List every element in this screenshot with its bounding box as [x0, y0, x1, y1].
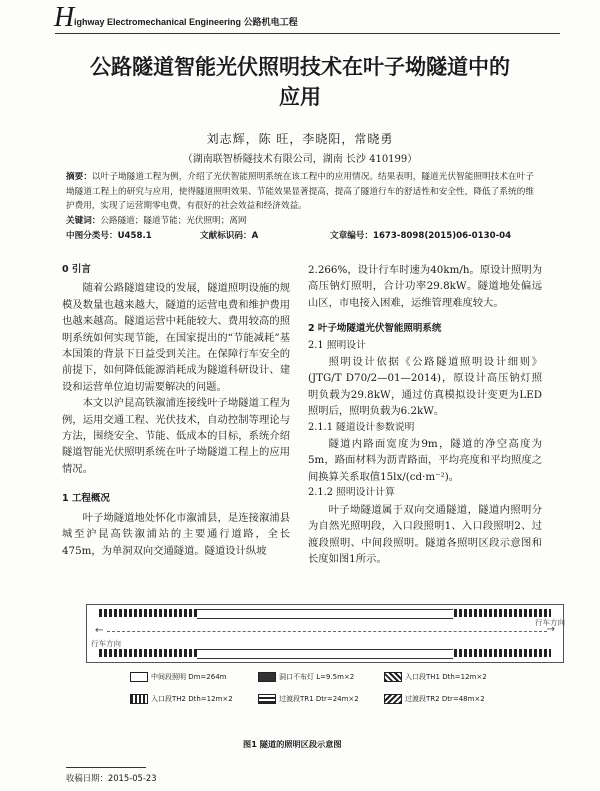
keywords-text: 公路隧道；隧道节能；光伏照明；离网 [100, 216, 247, 226]
paragraph: 照明设计依据《公路隧道照明设计细则》(JTG/T D70/2—01—2014)，原设计高压钠灯照明负载为29.8kW，通过仿真模拟设计变更为LED照明后，照明负载为6.2kW。 [308, 356, 542, 418]
legend-swatch [384, 672, 402, 682]
document-code: 文献标识码：A [200, 231, 259, 241]
legend-item: 过渡段TR2 Dtr=48m×2 [384, 694, 485, 704]
journal-name-cn: 公路机电工程 [243, 17, 298, 27]
right-column [308, 262, 542, 567]
journal-name-en: ighway Electromechanical Engineering [74, 17, 242, 27]
abstract-label: 摘要： [66, 172, 93, 182]
section-1-heading: 1 工程概况 [62, 493, 110, 505]
legend-swatch [258, 694, 276, 704]
legend-swatch [130, 672, 148, 682]
article-number: 文章编号：1673-8098(2015)06-0130-04 [330, 231, 512, 241]
direction-label-left: 行车方向 [91, 639, 121, 648]
paragraph: 本文以沪昆高铁溆浦连接线叶子坳隧道工程为例，运用交通工程、光伏技术，自动控制等理论与方法，围绕安全、节能、低成本的目标，系统介绍隧道智能光伏照明系统在叶子坳隧道工程上的应用情况。 [62, 397, 290, 475]
section-2-1-heading: 2.1 照明设计 [308, 339, 366, 351]
paragraph: 叶子坳隧道属于双向交通隧道，隧道内照明分为自然光照明段，入口段照明1、入口段照明2、过渡段照明、中间段照明。隧道各照明区段示意图和长度如图1所示。 [308, 503, 542, 565]
legend-item: 洞口不布灯 L=9.5m×2 [258, 672, 354, 682]
legend-swatch [258, 672, 276, 682]
center-line [107, 631, 547, 632]
paragraph: 隧道内路面宽度为9m，隧道的净空高度为5m，路面材料为沥青路面，平均亮度和平均照度之间换算关系取值15lx/(cd·m⁻²)。 [308, 438, 542, 483]
section-2-1-1-heading: 2.1.1 隧道设计参数说明 [308, 421, 415, 433]
paragraph: 叶子坳隧道地处怀化市溆浦县，是连接溆浦县城至沪昆高铁溆浦站的主要通行道路，全长475m，为单洞双向交通隧道。隧道设计纵坡 [62, 511, 290, 557]
arrow-right-icon: → [546, 624, 555, 635]
clc-number: 中图分类号：U458.1 [66, 231, 152, 241]
keywords-label: 关键词： [66, 216, 101, 226]
section-2-heading: 2 叶子坳隧道光伏智能照明系统 [308, 323, 442, 335]
legend-item: 中间段照明 Dm=264m [130, 672, 226, 682]
tunnel-zone-diagram [86, 604, 564, 663]
affiliation: （湖南联智桥隧技术有限公司，湖南 长沙 410199） [182, 154, 418, 165]
legend-swatch [384, 694, 402, 704]
arrow-left-icon: ← [95, 625, 104, 636]
abstract [66, 170, 534, 214]
journal-logo-letter: H [54, 2, 75, 33]
middle-zone-top [197, 609, 453, 619]
left-column [62, 262, 290, 559]
figure-caption: 图1 隧道的照明区段示意图 [243, 739, 342, 749]
legend-swatch [130, 694, 148, 704]
article-title [40, 52, 560, 112]
received-date: 收稿日期：2015-05-23 [66, 773, 157, 783]
legend-item: 入口段TH2 Dth=12m×2 [130, 694, 233, 704]
authors: 刘志辉，陈 旺，李晓阳，常晓勇 [206, 132, 394, 146]
paragraph: 2.266%，设计行车时速为40km/h。原设计照明为高压钠灯照明，合计功率29.8kW。隧道地处偏远山区，市电接入困难，运维管理难度较大。 [308, 264, 542, 309]
direction-label-right: 行车方向 [535, 618, 565, 627]
abstract-text: 以叶子坳隧道工程为例，介绍了光伏智能照明系统在该工程中的应用情况。结果表明，隧道光伏智能照明技术在叶子坳隧道工程上的研究与应用，使得隧道照明效果、节能效果显著提高，提高了隧道行车的舒适性和安全性，降低了系统的维护费用，实现了运营期零电费，有很好的社会效益和经济效益。 [66, 172, 534, 212]
figure-legend [130, 672, 530, 722]
section-2-1-2-heading: 2.1.2 照明设计计算 [308, 487, 395, 499]
footnote-rule [66, 767, 146, 768]
keywords [66, 214, 534, 226]
title-line-2: 应用 [279, 85, 321, 109]
section-0-heading: 0 引言 [62, 264, 91, 275]
header-rule [55, 33, 560, 34]
legend-item: 入口段TH1 Dth=12m×2 [384, 672, 487, 682]
journal-header [74, 15, 298, 28]
title-line-1: 公路隧道智能光伏照明技术在叶子坳隧道中的 [90, 55, 510, 79]
middle-zone-bottom [197, 649, 453, 659]
paragraph: 随着公路隧道建设的发展，隧道照明设施的规模及数量也越来越大，隧道的运营电费和维护费用也越来越高。隧道运营中耗能较大、费用较高的照明系统如何实现节能，在国家提出的“节能减耗”基本国策的背景下日益受到关注。在保障行车安全的前提下，如何降低能源消耗成为隧道科研设计、建设和运营单位迫切需要解决的问题。 [62, 282, 290, 393]
legend-item: 过渡段TR1 Dtr=24m×2 [258, 694, 359, 704]
